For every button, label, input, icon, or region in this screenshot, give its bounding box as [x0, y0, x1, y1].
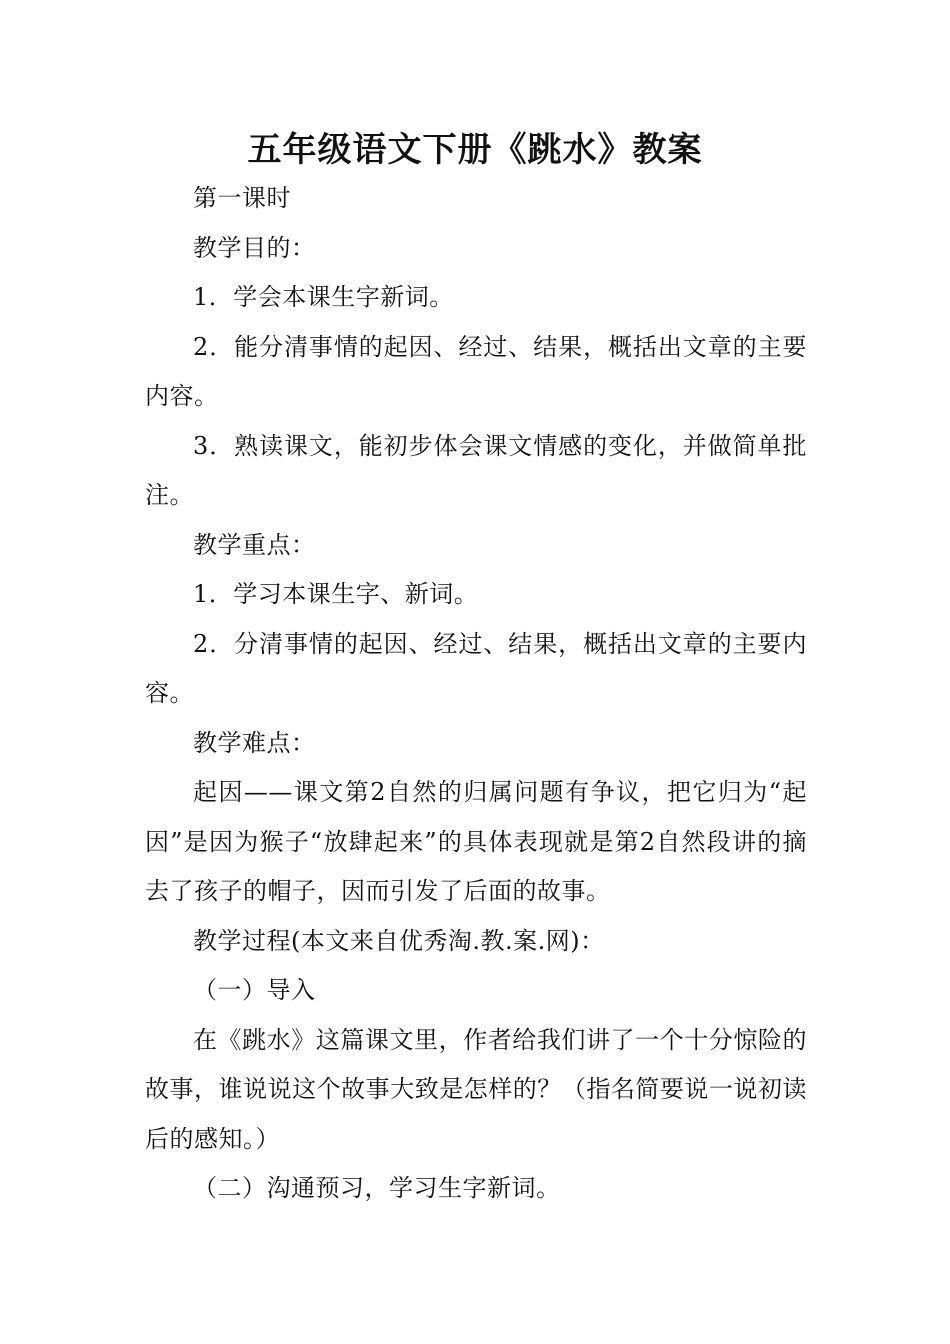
paragraph-section-2-heading: （二）沟通预习，学习生字新词。 [193, 1174, 561, 1202]
paragraph-key-point-1: 1．学习本课生字、新词。 [193, 580, 479, 608]
paragraph-difficulty-text: 起因——课文第2自然的归属问题有争议，把它归为“起因”是因为猴子“放肆起来”的具体表现就是第2自然段讲的摘去了孩子的帽子，因而引发了后面的故事。 [145, 778, 807, 905]
paragraph-objective-3: 3．熟读课文，能初步体会课文情感的变化，并做简单批注。 [145, 431, 807, 509]
paragraph-difficulty-heading: 教学难点： [193, 728, 316, 757]
paragraph-objective-1: 1．学会本课生字新词。 [193, 283, 454, 311]
paragraph-section-1-heading: （一）导入 [193, 976, 316, 1004]
paragraph-section-1-text: 在《跳水》这篇课文里，作者给我们讲了一个十分惊险的故事，谁说说这个故事大致是怎样的？（指名简要说一说初读后的感知。） [145, 1025, 807, 1153]
document-title: 五年级语文下册《跳水》教案 [247, 130, 703, 170]
paragraph-objective-2: 2．能分清事情的起因、经过、结果，概括出文章的主要内容。 [145, 332, 807, 410]
paragraph-key-point-2: 2．分清事情的起因、经过、结果，概括出文章的主要内容。 [145, 629, 807, 707]
document-body [145, 174, 807, 1214]
paragraph-key-points-heading: 教学重点： [193, 530, 316, 559]
paragraph-objectives-heading: 教学目的： [193, 233, 316, 262]
paragraph-lesson-period: 第一课时 [193, 184, 291, 212]
paragraph-process-heading: 教学过程(本文来自优秀淘.教.案.网)： [193, 926, 605, 955]
